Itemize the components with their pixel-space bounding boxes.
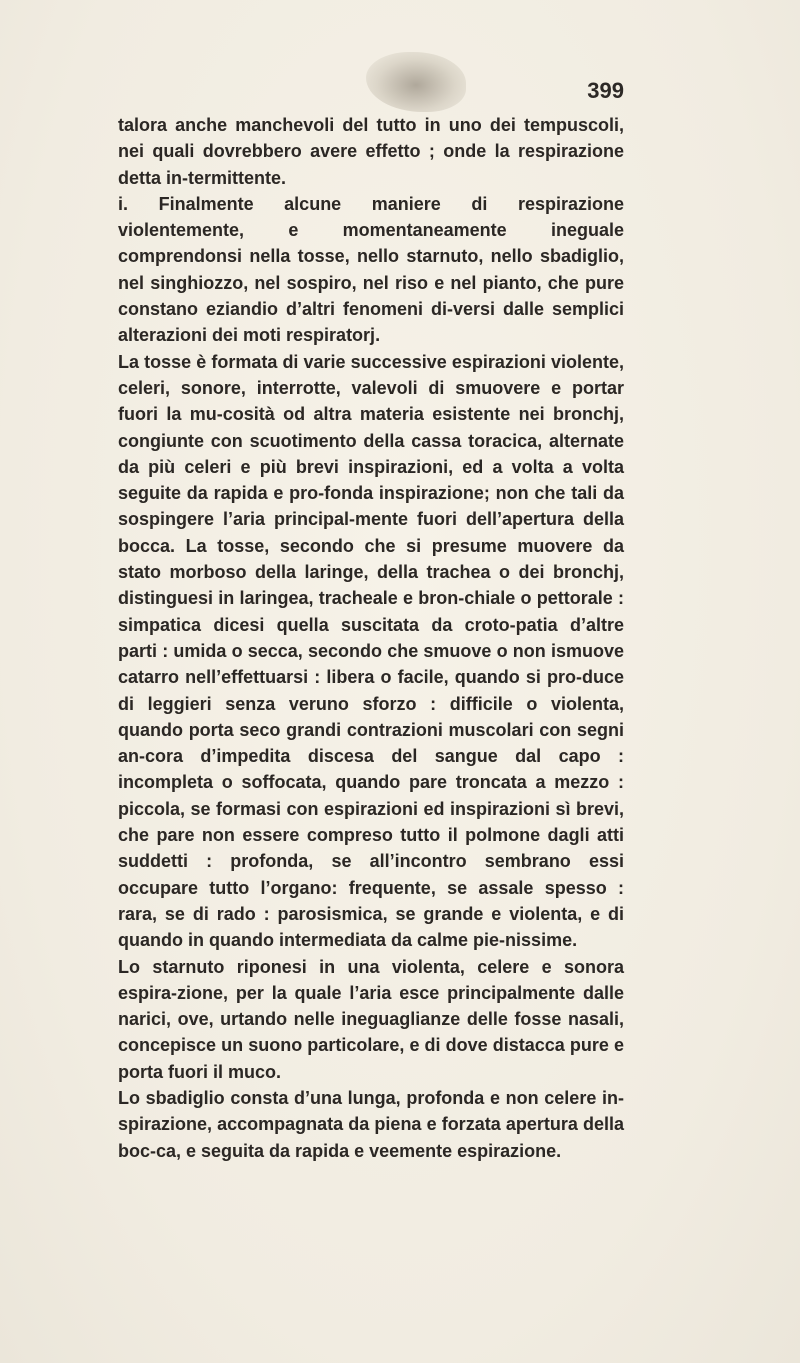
page-body — [118, 112, 624, 1164]
paragraph: Lo sbadiglio consta d’una lunga, profonda e non celere in-spirazione, accompagnata da piena e forzata apertura della boc-ca, e seguita da rapida e veemente espirazione. — [118, 1087, 624, 1161]
paragraph: i. Finalmente alcune maniere di respirazione violentemente, e momentaneamente ineguale comprendonsi nella tosse, nello starnuto, nello sbadiglio, nel singhiozzo, nel sospiro, nel riso e nel pianto, che pure constano eziandio d’altri fenomeni di-versi dalle semplici alterazioni dei moti respiratorj. — [118, 193, 624, 346]
paragraph: talora anche manchevoli del tutto in uno dei tempuscoli, nei quali dovrebbero avere effetto ; onde la respirazione detta in-termittente. — [118, 115, 624, 188]
page-number: 399 — [587, 78, 624, 103]
paragraph: La tosse è formata di varie successive espirazioni violente, celeri, sonore, interrotte, valevoli di smuovere e portar fuori la mu-cosità od altra materia esistente nei bronchj, congiunte con scuotimento della cassa toracica, alternate da più celeri e più brevi inspirazioni, ed a volta a volta seguite da rapida e pro-fonda inspirazione; non che tali da sospingere l’aria principal-mente fuori dell’apertura della bocca. La tosse, secondo che si presume muovere da stato morboso della laringe, della trachea o dei bronchj, distinguesi in laringea, tracheale e bron-chiale o pettorale : simpatica dicesi quella suscitata da croto-patia d’altre parti : umida o secca, secondo che smuove o non ismuove catarro nell’effettuarsi : libera o facile, quando si pro-duce di leggieri senza veruno sforzo : difficile o violenta, quando porta seco grandi contrazioni muscolari con segni an-cora d’impedita discesa del sangue dal capo : incompleta o soffocata, quando pare troncata a mezzo : piccola, se formasi con espirazioni ed inspirazioni sì brevi, che pare non essere compreso tutto il polmone dagli atti suddetti : profonda, se all’incontro sembrano essi occupare tutto l’organo: frequente, se assale spesso : rara, se di rado : parosismica, se grande e violenta, e di quando in quando intermediata da calme pie-nissime. — [118, 351, 624, 951]
paper-stain — [366, 52, 466, 112]
paragraph: Lo starnuto riponesi in una violenta, celere e sonora espira-zione, per la quale l’aria esce principalmente dalle narici, ove, urtando nelle ineguaglianze delle fosse nasali, concepisce un suono particolare, e di dove distacca pure e porta fuori il muco. — [118, 956, 624, 1082]
